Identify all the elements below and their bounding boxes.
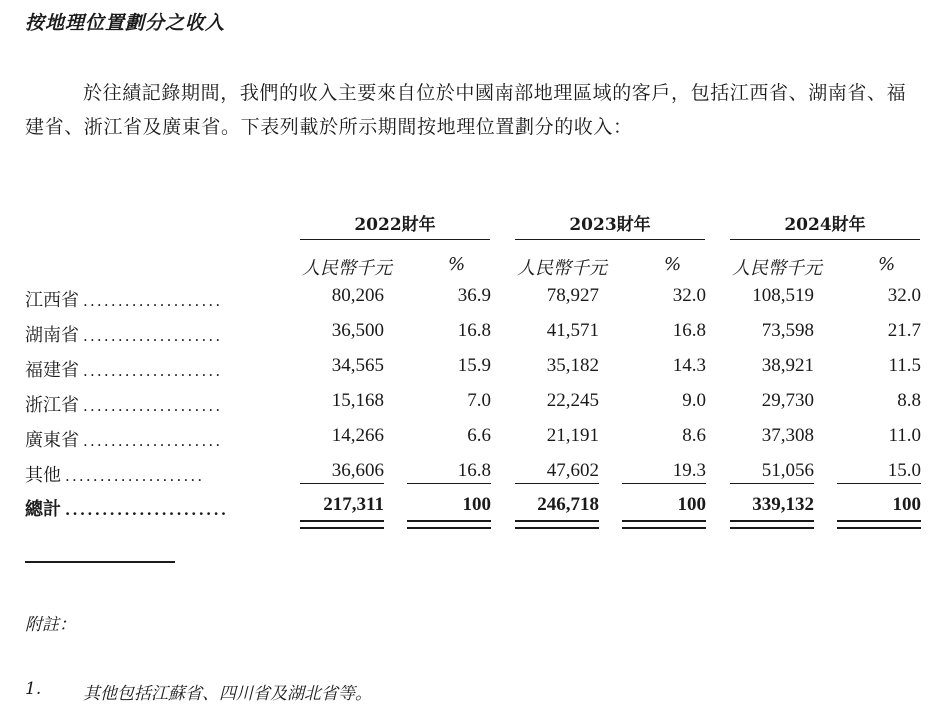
row-label-4	[25, 391, 222, 417]
notes-separator	[25, 561, 175, 563]
total-amount-2023: 246,718	[537, 494, 599, 515]
row-2-amount-2022: 36,500	[331, 320, 384, 341]
row-3-amount-2023: 35,182	[546, 355, 599, 376]
double-rule-amount-2022-1	[300, 520, 384, 522]
total-pct-2023: 100	[677, 494, 706, 515]
row-5-pct-2024: 11.0	[888, 425, 921, 446]
row-1-amount-2024: 108,519	[752, 285, 814, 306]
double-rule-amount-2022-2	[300, 527, 384, 529]
row-3-pct-2023: 14.3	[672, 355, 706, 376]
double-rule-amount-2023-1	[515, 520, 599, 522]
row-5-pct-2022: 6.6	[467, 425, 491, 446]
double-rule-pct-2023-1	[622, 520, 706, 522]
year-underline-2022	[300, 239, 490, 240]
row-2-pct-2023: 16.8	[672, 320, 706, 341]
intro-paragraph-text: 於往績記錄期間，我們的收入主要來自位於中國南部地理區域的客戶，包括江西省、湖南省、福建省、浙江省及廣東省。下表列載於所示期間按地理位置劃分的收入：	[25, 82, 907, 138]
unit-pct-2022: %	[448, 254, 466, 275]
double-rule-amount-2023-2	[515, 527, 599, 529]
row-label-3	[25, 356, 222, 382]
row-label-text: 浙江省	[25, 395, 79, 416]
total-row-label	[25, 495, 228, 521]
note-1-number: 1.	[25, 679, 42, 699]
row-4-amount-2024: 29,730	[761, 390, 814, 411]
row-3-amount-2024: 38,921	[761, 355, 814, 376]
row-label-text: 福建省	[25, 360, 79, 381]
row-label-text: 其他	[25, 465, 61, 486]
unit-amount-2024: 人民幣千元	[732, 258, 822, 279]
row-1-pct-2022: 36.9	[457, 285, 491, 306]
double-rule-amount-2024-1	[730, 520, 814, 522]
row-3-pct-2022: 15.9	[457, 355, 491, 376]
subtotal-rule-pct-2023	[622, 483, 706, 484]
double-rule-amount-2024-2	[730, 527, 814, 529]
note-1-text: 其他包括江蘇省、四川省及湖北省等。	[83, 684, 372, 704]
row-6-amount-2023: 47,602	[546, 460, 599, 481]
row-1-amount-2022: 80,206	[331, 285, 384, 306]
row-6-pct-2024: 15.0	[887, 460, 921, 481]
leader-dots: ....................	[83, 432, 223, 450]
row-1-amount-2023: 78,927	[546, 285, 599, 306]
row-5-amount-2022: 14,266	[331, 425, 384, 446]
double-rule-pct-2024-2	[837, 527, 921, 529]
row-label-text: 廣東省	[25, 430, 79, 451]
row-2-amount-2024: 73,598	[761, 320, 814, 341]
total-amount-2024: 339,132	[752, 494, 814, 515]
row-label-text: 湖南省	[25, 325, 79, 346]
section-heading: 按地理位置劃分之收入	[25, 12, 226, 34]
row-2-amount-2023: 41,571	[546, 320, 599, 341]
unit-pct-2023: %	[664, 254, 682, 275]
intro-paragraph	[25, 76, 920, 144]
row-5-amount-2024: 37,308	[761, 425, 814, 446]
row-4-pct-2024: 8.8	[897, 390, 921, 411]
row-5-pct-2023: 8.6	[682, 425, 706, 446]
unit-pct-2024: %	[878, 254, 896, 275]
row-4-pct-2022: 7.0	[467, 390, 491, 411]
leader-dots: ......................	[65, 501, 229, 519]
unit-amount-2023: 人民幣千元	[517, 258, 607, 279]
row-label-text: 總計	[25, 499, 61, 520]
total-pct-2022: 100	[462, 494, 491, 515]
row-label-text: 江西省	[25, 290, 79, 311]
row-4-amount-2022: 15,168	[331, 390, 384, 411]
total-pct-2024: 100	[892, 494, 921, 515]
row-4-amount-2023: 22,245	[546, 390, 599, 411]
unit-amount-2022: 人民幣千元	[302, 258, 392, 279]
row-4-pct-2023: 9.0	[682, 390, 706, 411]
row-1-pct-2024: 32.0	[887, 285, 921, 306]
year-header-2022: 2022財年	[354, 215, 436, 235]
leader-dots: ....................	[83, 292, 223, 310]
year-underline-2023	[515, 239, 705, 240]
leader-dots: ....................	[83, 362, 223, 380]
double-rule-pct-2022-1	[407, 520, 491, 522]
year-header-2024: 2024財年	[784, 215, 866, 235]
leader-dots: ....................	[83, 327, 223, 345]
row-label-2	[25, 321, 222, 347]
subtotal-rule-amount-2022	[300, 483, 384, 484]
subtotal-rule-pct-2022	[407, 483, 491, 484]
year-header-2023: 2023財年	[569, 215, 651, 235]
year-underline-2024	[730, 239, 920, 240]
total-amount-2022: 217,311	[323, 494, 384, 515]
double-rule-pct-2024-1	[837, 520, 921, 522]
row-2-pct-2024: 21.7	[887, 320, 921, 341]
row-5-amount-2023: 21,191	[546, 425, 599, 446]
row-6-pct-2023: 19.3	[672, 460, 706, 481]
notes-title: 附註：	[25, 615, 76, 635]
row-2-pct-2022: 16.8	[457, 320, 491, 341]
subtotal-rule-pct-2024	[837, 483, 921, 484]
row-1-pct-2023: 32.0	[672, 285, 706, 306]
row-label-5	[25, 426, 222, 452]
subtotal-rule-amount-2024	[730, 483, 814, 484]
leader-dots: ....................	[65, 467, 205, 485]
row-6-amount-2024: 51,056	[761, 460, 814, 481]
row-3-amount-2022: 34,565	[331, 355, 384, 376]
leader-dots: ....................	[83, 397, 223, 415]
double-rule-pct-2022-2	[407, 527, 491, 529]
row-label-1	[25, 286, 222, 312]
row-6-amount-2022: 36,606	[331, 460, 384, 481]
row-label-6	[25, 461, 204, 487]
row-3-pct-2024: 11.5	[888, 355, 921, 376]
double-rule-pct-2023-2	[622, 527, 706, 529]
subtotal-rule-amount-2023	[515, 483, 599, 484]
row-6-pct-2022: 16.8	[457, 460, 491, 481]
